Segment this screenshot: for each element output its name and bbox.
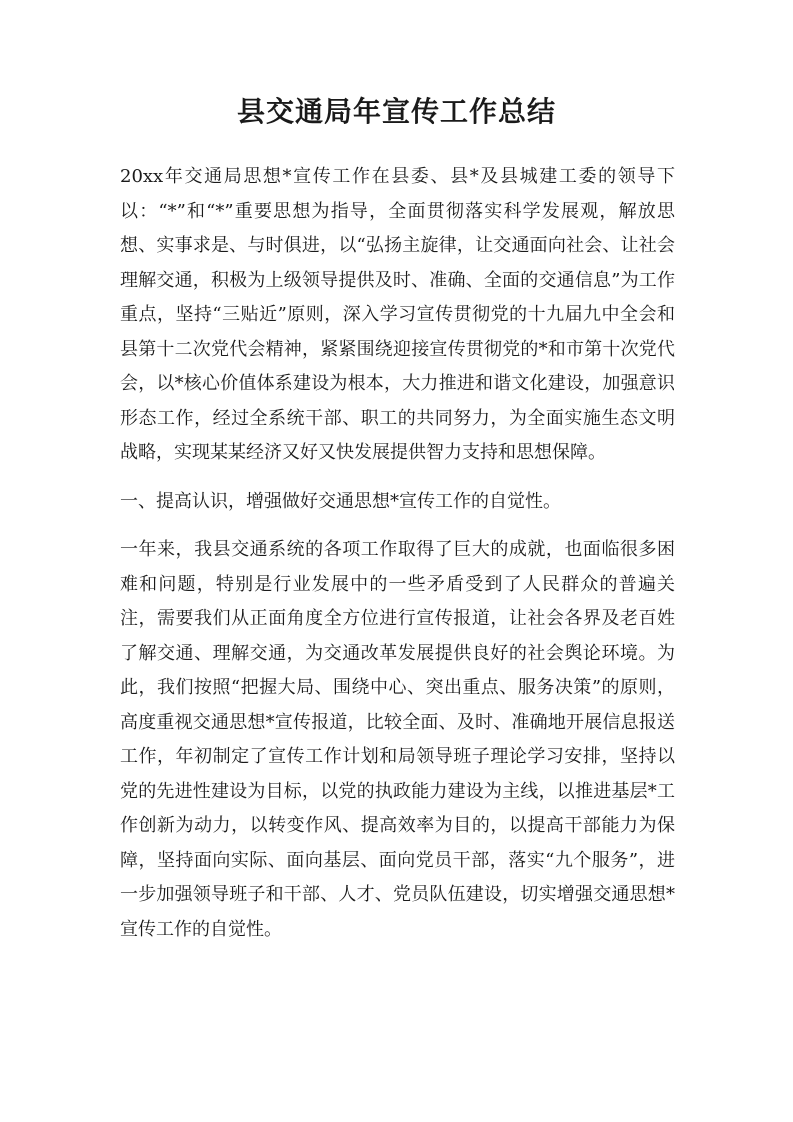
document-body	[120, 160, 675, 947]
section-heading-1: 一、提高认识，增强做好交通思想*宣传工作的自觉性。	[120, 490, 561, 512]
document-title: 县交通局年宣传工作总结	[236, 95, 556, 128]
paragraph-intro: 20xx年交通局思想*宣传工作在县委、县*及县城建工委的领导下以：“*”和“*”重要思想为指导，全面贯彻落实科学发展观，解放思想、实事求是、与时俱进，以“弘扬主旋律，让交通面向社会、让社会理解交通，积极为上级领导提供及时、准确、全面的交通信息”为工作重点，坚持“三贴近”原则，深入学习宣传贯彻党的十九届九中全会和县第十二次党代会精神，紧紧围绕迎接宣传贯彻党的*和市第十次党代会，以*核心价值体系建设为根本，大力推进和谐文化建设，加强意识形态工作，经过全系统干部、职工的共同努力，为全面实施生态文明战略，实现某某经济又好又快发展提供智力支持和思想保障。	[120, 166, 675, 463]
paragraph-gap	[120, 519, 675, 533]
paragraph-gap	[120, 471, 675, 485]
paragraph-section-1: 一年来，我县交通系统的各项工作取得了巨大的成就，也面临很多困难和问题，特别是行业发展中的一些矛盾受到了人民群众的普遍关注，需要我们从正面角度全方位进行宣传报道，让社会各界及老百姓了解交通、理解交通，为交通改革发展提供良好的社会舆论环境。为此，我们按照“把握大局、围绕中心、突出重点、服务决策”的原则，高度重视交通思想*宣传报道，比较全面、及时、准确地开展信息报送工作，年初制定了宣传工作计划和局领导班子理论学习安排，坚持以党的先进性建设为目标，以党的执政能力建设为主线，以推进基层*工作创新为动力，以转变作风、提高效率为目的，以提高干部能力为保障，坚持面向实际、面向基层、面向党员干部，落实“九个服务”，进一步加强领导班子和干部、人才、党员队伍建设，切实增强交通思想*宣传工作的自觉性。	[120, 539, 675, 940]
